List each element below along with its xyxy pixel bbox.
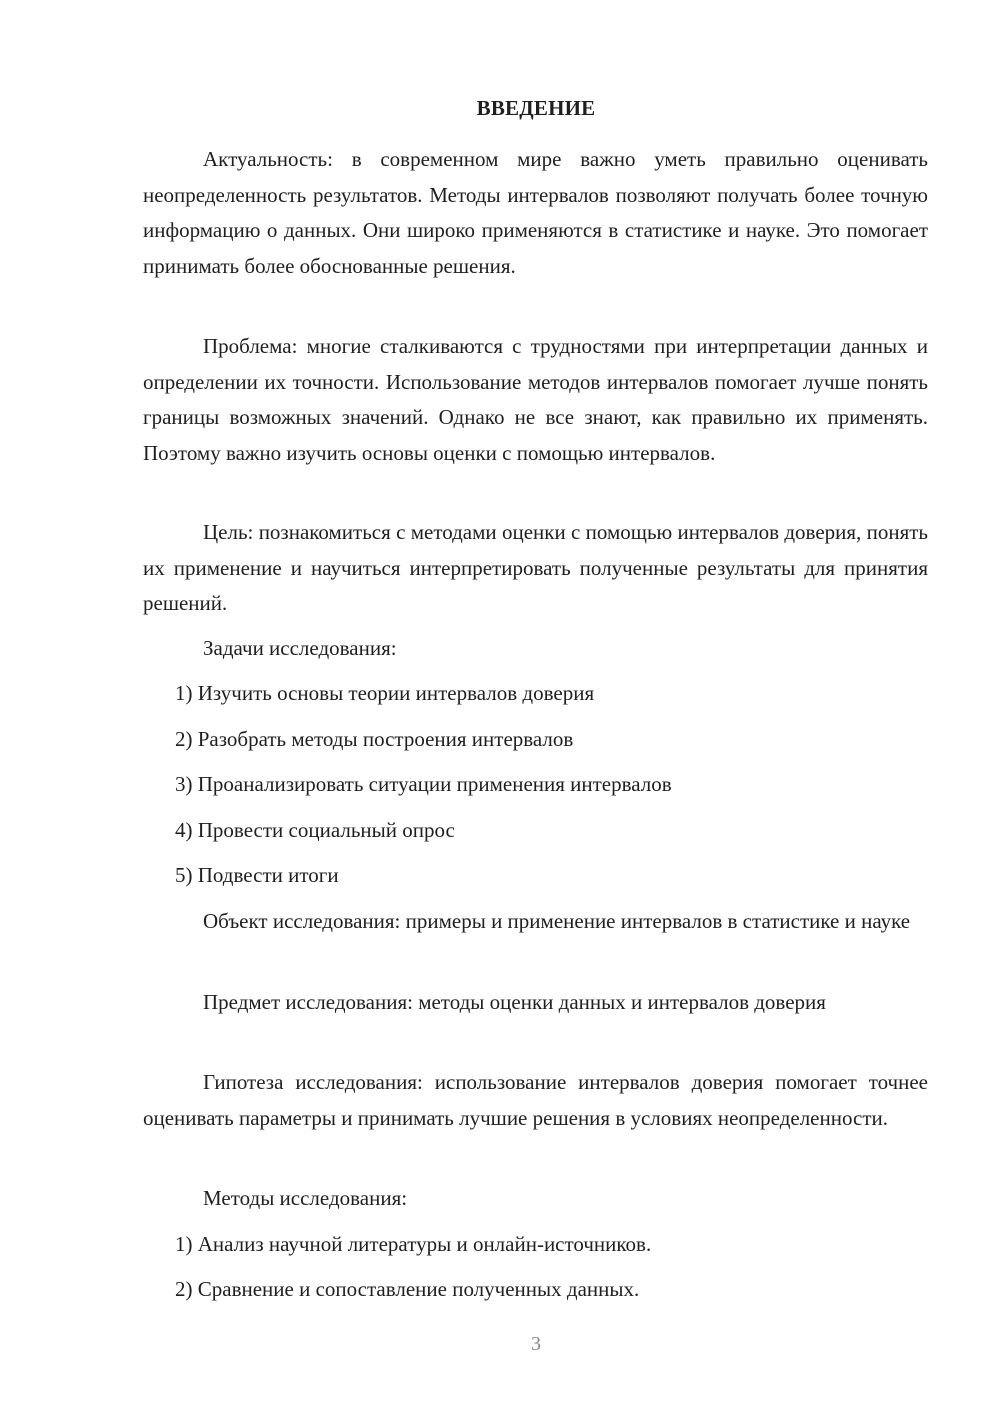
- page-title: ВВЕДЕНИЕ: [476, 96, 596, 120]
- problem-paragraph: Проблема: многие сталкиваются с трудностями при интерпретации данных и определении их точности. Использование методов интервалов помогает лучше понять границы возможных значений. Однако не все знают, как правильно их применять. Поэтому важно изучить основы оценки с помощью интервалов.: [143, 334, 928, 465]
- task-item: 4) Провести социальный опрос: [175, 818, 455, 842]
- hypothesis-paragraph: Гипотеза исследования: использование интервалов доверия помогает точнее оценивать параметры и принимать лучшие решения в условиях неопределенности.: [143, 1070, 928, 1130]
- task-item: 3) Проанализировать ситуации применения интервалов: [175, 772, 672, 796]
- subject-paragraph: Предмет исследования: методы оценки данных и интервалов доверия: [203, 990, 826, 1014]
- tasks-heading: Задачи исследования:: [203, 636, 397, 660]
- methods-heading: Методы исследования:: [203, 1186, 408, 1210]
- page-number: 3: [531, 1333, 541, 1355]
- method-item: 2) Сравнение и сопоставление полученных данных.: [175, 1277, 640, 1301]
- task-item: 2) Разобрать методы построения интервалов: [175, 727, 574, 751]
- object-paragraph: Объект исследования: примеры и применение интервалов в статистике и науке: [203, 909, 911, 933]
- relevance-paragraph: Актуальность: в современном мире важно уметь правильно оценивать неопределенность результатов. Методы интервалов позволяют получать более точную информацию о данных. Они широко применяются в статистике и науке. Это помогает принимать более обоснованные решения.: [143, 147, 928, 278]
- method-item: 1) Анализ научной литературы и онлайн-источников.: [175, 1232, 652, 1256]
- goal-paragraph: Цель: познакомиться с методами оценки с помощью интервалов доверия, понять их применение и научиться интерпретировать полученные результаты для принятия решений.: [143, 520, 928, 615]
- task-item: 1) Изучить основы теории интервалов доверия: [175, 681, 595, 705]
- task-item: 5) Подвести итоги: [175, 863, 339, 887]
